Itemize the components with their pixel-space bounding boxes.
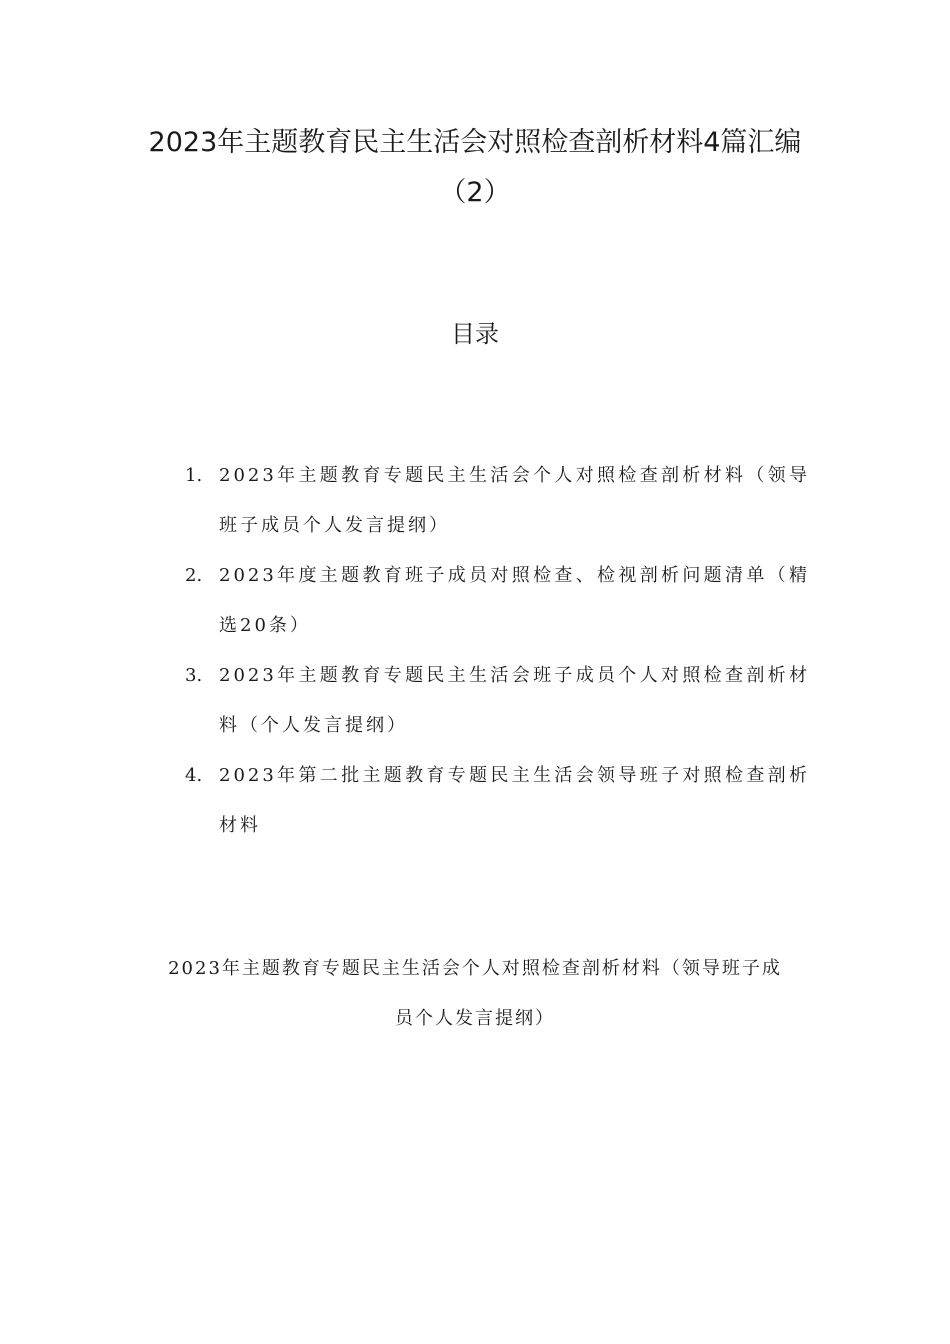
toc-item-1 (185, 451, 810, 551)
section-title: 2023年主题教育专题民主生活会个人对照检查剖析材料（领导班子成员个人发言提纲） (168, 958, 782, 1029)
toc-item-number: 2. (185, 565, 203, 586)
table-of-contents (185, 451, 810, 851)
toc-item-text: 2023年第二批主题教育专题民主生活会领导班子对照检查剖析材料 (219, 765, 810, 836)
document-title: 2023年主题教育民主生活会对照检查剖析材料4篇汇编（2） (148, 127, 802, 208)
toc-item-number: 1. (185, 465, 203, 486)
toc-heading: 目录 (451, 320, 499, 348)
toc-item-2 (185, 551, 810, 651)
toc-item-text: 2023年主题教育专题民主生活会个人对照检查剖析材料（领导班子成员个人发言提纲） (219, 465, 810, 536)
toc-item-text: 2023年主题教育专题民主生活会班子成员个人对照检查剖析材料（个人发言提纲） (219, 665, 810, 736)
toc-item-3 (185, 651, 810, 751)
toc-item-4 (185, 751, 810, 851)
toc-item-text: 2023年度主题教育班子成员对照检查、检视剖析问题清单（精选20条） (219, 565, 810, 636)
toc-item-number: 3. (185, 665, 203, 686)
toc-item-number: 4. (185, 765, 203, 786)
